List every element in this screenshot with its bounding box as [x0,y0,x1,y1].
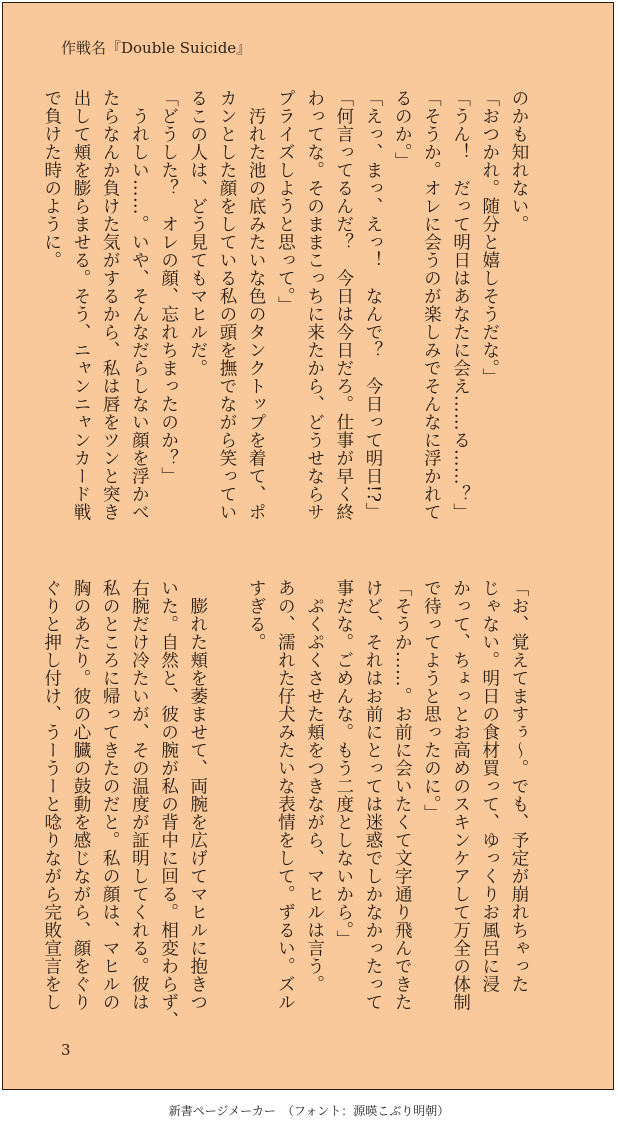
text-line: あの、濡れた仔犬みたいな表情をして。ずるい。ズル [275,579,296,1011]
text-line: 「そうか。オレに会うのが楽しみでそんなに浮かれて [421,89,442,521]
text-line: 「えっ、まっ、えっ！ なんで？ 今日って明日!?」 [362,89,383,521]
book-page [2,2,614,1090]
text-line: たらなんか負けた気がするから、私は唇をツンと突き [100,89,121,521]
text-line: 汚れた池の底みたいな色のタンクトップを着て、ポ [246,89,267,521]
text-line: 胸のあたり。彼の心臓の鼓動を感じながら、顔をぐり [70,579,91,1011]
text-line: いた。自然と、彼の腕が私の背中に回る。相変わらず、 [158,579,179,1029]
text-line: ぐりと押し付け、うーうーと唸りながら完敗宣言をし [41,579,62,1011]
text-line: 「おつかれ。随分と嬉しそうだな。」 [479,89,500,387]
text-line: で待ってようと思ったのに。」 [421,579,442,823]
text-line: るこの人は、どう見てもマヒルだ。 [187,89,208,377]
text-line: カンとした顔をしている私の頭を撫でながら笑ってい [216,89,237,521]
text-line: 右腕だけ冷たいが、その温度が証明してくれる。彼は [129,579,150,1011]
text-line: 出して頬を膨らませる。そう、ニャンニャンカード戦 [70,89,91,521]
text-line: すぎる。 [246,579,267,651]
text-line: 事だな。ごめんな。もう二度としないから。」 [333,579,354,949]
text-line: 私のところに帰ってきたのだと。私の顔は、マヒルの [100,579,121,1011]
text-line: のかも知れない。 [509,89,529,233]
text-line: で負けた時のように。 [41,89,62,269]
text-line: 「お、覚えてますぅ〜。でも、予定が崩れちゃった [509,579,529,993]
page-number: 3 [61,1041,71,1059]
text-line: るのか。」 [392,89,413,171]
text-block-top [41,89,533,529]
text-line: 膨れた頬を萎ませて、両腕を広げてマヒルに抱きつ [187,579,208,1011]
text-line: ぷくぷくさせた頬をつきながら、マヒルは言う。 [304,579,325,993]
blank-line [212,579,241,1019]
text-line: 「どうした？ オレの顔、忘れちまったのか？」 [158,89,179,485]
text-line: うれしい……。いや、そんなだらしない顔を浮かべ [129,89,150,521]
text-line: じゃない。明日の食材買って、ゆっくりお風呂に浸 [479,579,500,993]
text-line: プライズしようと思って。」 [275,89,296,315]
text-line: かって、ちょっとお高めのスキンケアして万全の体制 [450,579,471,1011]
text-block-bottom [41,579,533,1029]
text-line: けど、それはお前にとっては迷惑でしかなかったって [362,579,383,1011]
footer-credit: 新書ページメーカー （フォント：源暎こぶり明朝） [168,1104,450,1118]
text-line: 「そうか……。お前に会いたくて文字通り飛んできた [392,579,413,1011]
text-line: わってな。そのままこっちに来たから、どうせならサ [304,89,325,521]
text-line: 「うん！ だって明日はあなたに会え……る……？」 [450,89,471,521]
text-line: 「何言ってるんだ？ 今日は今日だろ。仕事が早く終 [333,89,354,521]
chapter-title: 作戦名『Double Suicide』 [61,39,252,57]
